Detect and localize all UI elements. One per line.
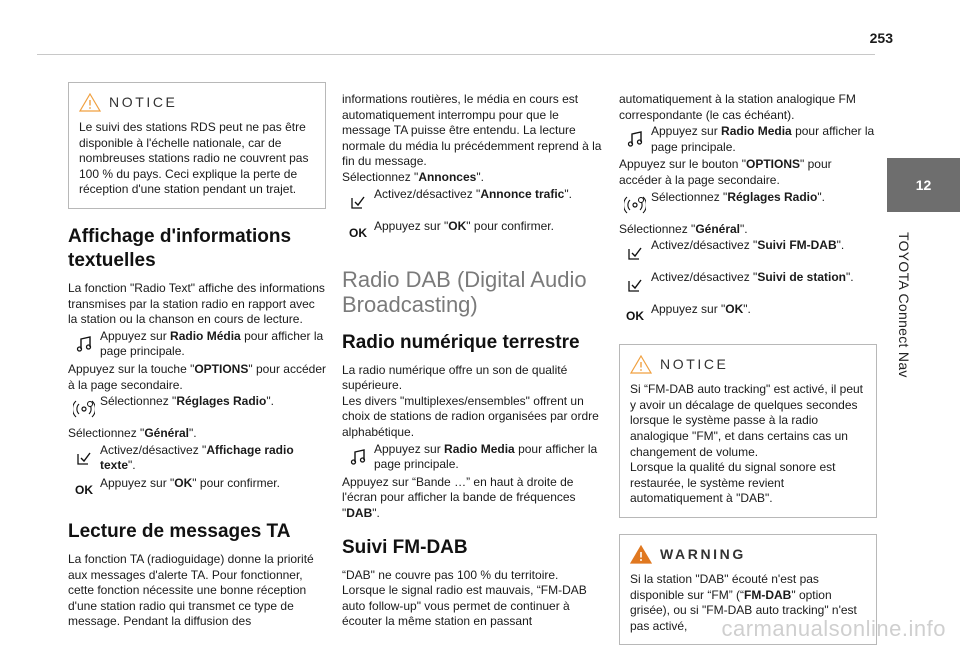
para-bold: Général [144, 426, 190, 441]
warning-title: WARNING [660, 545, 746, 562]
step-text: Activez/désactivez " [374, 186, 481, 201]
step-bold: OK [448, 218, 467, 233]
para-text: Sélectionnez " [342, 169, 419, 184]
step-bold: Suivi de station [757, 270, 846, 285]
step-radio-settings [619, 190, 877, 220]
para-text: " pour accéder à la page secondaire. [68, 361, 326, 392]
para-text: ". [740, 221, 748, 236]
step-bold: Affichage radio texte [100, 442, 294, 473]
step-radio-media [342, 442, 604, 473]
para-text: ". [476, 169, 484, 184]
paragraph: La fonction TA (radioguidage) donne la priorité aux messages d'alerte TA. Pour fonctionner, cette fonction nécessite une bonne réception d'une station radio qui transmet ce type de message. Pendant la diffusion des [68, 551, 314, 629]
chapter-title: TOYOTA Connect Nav [896, 232, 912, 378]
step-text: ". [564, 186, 572, 201]
step-confirm [342, 219, 604, 249]
step-bold: Radio Media [444, 441, 515, 456]
step-text: Appuyez sur [374, 441, 445, 456]
page-number: 253 [869, 30, 893, 46]
chapter-tab[interactable]: 12 [887, 158, 960, 212]
radio-settings-icon [619, 190, 651, 220]
para-bold: Annonces [418, 169, 477, 184]
music-note-icon [68, 329, 100, 359]
step-bold: Suivi FM-DAB [757, 238, 837, 253]
heading-text-info: Affichage d'informations textuelles [68, 225, 292, 271]
para-text: ". [372, 505, 380, 520]
warning-text-part: Si la station "DAB" écouté n'est pas disponible sur “FM” (“ [630, 571, 819, 602]
step-confirm [619, 302, 877, 332]
step-bold: OK [174, 475, 193, 490]
paragraph: informations routières, le média en cours est automatiquement interrompu pour que le message TA puisse être entendu. La lecture normale du média lu précédemment reprend à la fin du message. [342, 92, 602, 169]
step-bold: Radio Média [170, 328, 241, 343]
step-text: pour afficher la page principale. [100, 328, 324, 359]
step-text: " pour confirmer. [192, 475, 280, 490]
para-text: " pour accéder à la page secondaire. [619, 157, 832, 187]
step-text: Appuyez sur " [100, 475, 175, 490]
step-text: Appuyez sur " [374, 218, 449, 233]
music-note-icon [342, 442, 374, 472]
radio-settings-icon [68, 394, 100, 424]
paragraph [619, 157, 877, 188]
step-text: ". [743, 302, 751, 317]
step-text: " pour confirmer. [466, 218, 554, 233]
step-text: Appuyez sur [100, 328, 171, 343]
step-bold: OK [725, 302, 744, 317]
step-toggle-traffic [342, 187, 604, 217]
step-text: pour afficher la page principale. [374, 441, 598, 472]
paragraph: Les divers "multiplexes/ensembles" offrent un choix de stations de radion organisées par ordre alphabétique. [342, 393, 599, 439]
step-text: Activez/désactivez " [100, 442, 207, 457]
step-text: ". [817, 189, 825, 204]
column-1 [68, 82, 326, 630]
checkbox-icon [342, 187, 374, 217]
step-text: ". [128, 458, 136, 473]
music-note-icon [619, 124, 651, 154]
step-confirm [68, 476, 326, 506]
warning-bold: FM-DAB [744, 587, 792, 602]
step-bold: Radio Media [721, 124, 792, 139]
para-text: Sélectionnez " [68, 426, 145, 441]
paragraph [619, 222, 877, 238]
checkbox-icon [619, 270, 651, 300]
para-text: Sélectionnez " [619, 221, 696, 236]
para-text: Appuyez sur le bouton " [619, 157, 747, 172]
notice-title: NOTICE [660, 355, 729, 372]
watermark: carmanualsonline.info [721, 616, 946, 641]
step-bold: Réglages Radio [727, 189, 818, 204]
para-bold: Général [695, 221, 741, 236]
step-text: Activez/désactivez " [651, 238, 758, 253]
notice-text: Si “FM-DAB auto tracking" est activé, il peut y avoir un décalage de quelques secondes lorsque le système passe à la radio analogique "FM", et dans certains cas un changement de volume. [630, 382, 864, 459]
checkbox-icon [619, 238, 651, 268]
ok-icon: OK [75, 483, 93, 498]
step-text: Sélectionnez " [651, 189, 728, 204]
step-text: ". [266, 394, 274, 409]
step-text: Activez/désactivez " [651, 270, 758, 285]
step-radio-media [619, 124, 877, 155]
step-radio-media [68, 329, 326, 360]
para-text: Appuyez sur “Bande …” en haut à droite de l'écran pour afficher la bande de fréquences " [342, 474, 576, 520]
step-text: Appuyez sur [651, 124, 722, 139]
paragraph [342, 170, 604, 186]
column-2 [342, 92, 604, 630]
caution-icon [630, 355, 652, 374]
paragraph [68, 426, 326, 442]
ok-icon: OK [349, 225, 367, 240]
para-text: Appuyez sur la touche " [68, 361, 195, 376]
paragraph [342, 475, 604, 522]
step-text: ". [846, 270, 854, 285]
step-toggle-station-follow [619, 270, 877, 300]
header-divider [37, 54, 875, 55]
checkbox-icon [68, 443, 100, 473]
ok-icon: OK [626, 309, 644, 324]
step-toggle-fm-dab [619, 238, 877, 268]
para-bold: DAB [346, 505, 373, 520]
para-text: ". [189, 426, 197, 441]
heading-dab: Radio DAB (Digital Audio Broadcasting) [342, 266, 587, 317]
paragraph: La fonction "Radio Text" affiche des informations transmises par la station radio en rapport avec la station ou la chanson en cours de lecture. [68, 280, 325, 327]
step-text: Sélectionnez " [100, 394, 177, 409]
caution-icon [79, 93, 101, 112]
paragraph: La radio numérique offre un son de qualité supérieure. [342, 362, 568, 393]
step-toggle-radio-text [68, 443, 326, 474]
column-3 [619, 92, 877, 649]
paragraph: Lorsque le signal radio est mauvais, “FM-DAB auto follow-up" vous permet de continuer à écouter la même station en passant [342, 583, 587, 629]
notice-text: Le suivi des stations RDS peut ne pas être disponible à l'échelle nationale, car de nombreuses stations radio ne couvrent pas 100 % du pays. Ceci explique la perte de réception d'une station pendant un trajet. [79, 120, 309, 197]
step-bold: Réglages Radio [176, 394, 267, 409]
para-bold: OPTIONS [194, 361, 249, 376]
notice-box [68, 82, 326, 209]
heading-fm-dab: Suivi FM-DAB [342, 536, 468, 558]
step-text: ". [836, 238, 845, 253]
heading-ta: Lecture de messages TA [68, 520, 291, 542]
notice-title: NOTICE [109, 93, 178, 110]
notice-box [619, 344, 877, 518]
warning-text-part: " option grisée), ou si "FM-DAB auto tracking" n'est pas activé, [630, 587, 857, 633]
paragraph: “DAB" ne couvre pas 100 % du territoire. [342, 567, 559, 582]
step-bold: Annonce trafic [480, 186, 565, 201]
step-text: pour afficher la page principale. [651, 124, 875, 154]
step-text: Appuyez sur " [651, 302, 726, 317]
paragraph [68, 362, 326, 393]
warning-icon [630, 545, 652, 564]
step-radio-settings [68, 394, 326, 424]
para-bold: OPTIONS [746, 157, 801, 172]
heading-digital-radio: Radio numérique terrestre [342, 331, 580, 353]
notice-text: Lorsque la qualité du signal sonore est restaurée, le système revient automatiquement à "DAB". [630, 460, 836, 506]
paragraph: automatiquement à la station analogique FM correspondante (le cas échéant). [619, 92, 856, 122]
